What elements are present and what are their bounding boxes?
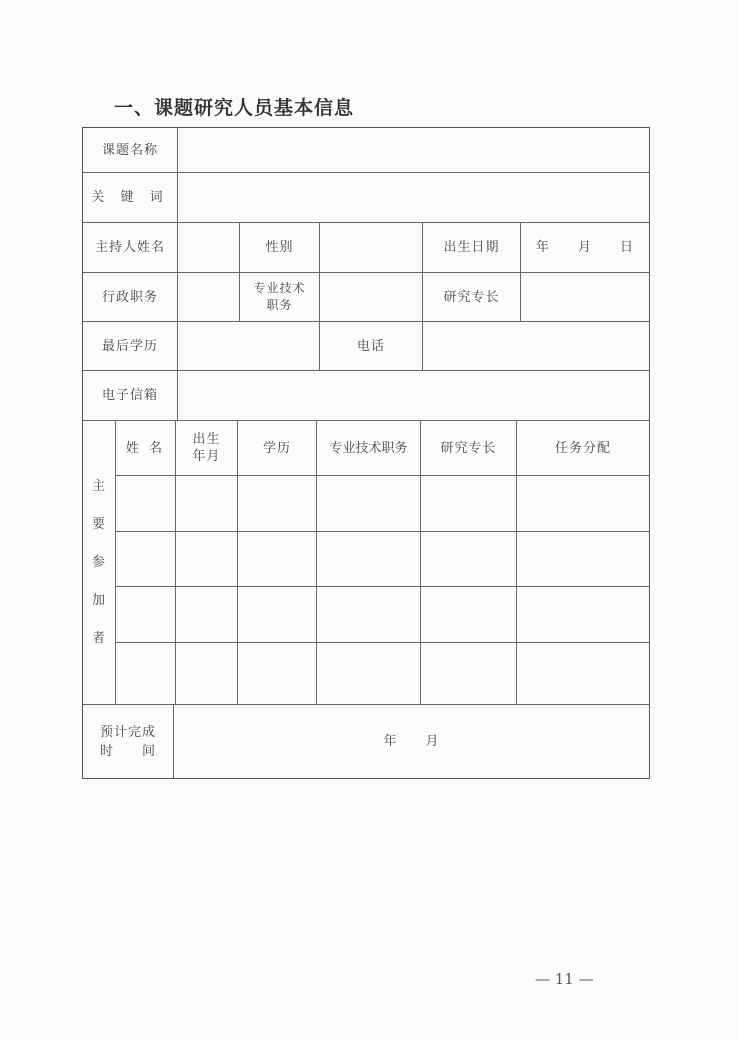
row-divider <box>115 642 649 643</box>
research-specialty-label: 研究专长 <box>443 289 500 305</box>
page-number: — 11 — <box>535 970 594 988</box>
topic-name-field[interactable] <box>178 128 649 172</box>
tech-title-field[interactable] <box>320 273 422 321</box>
participant-tech-title-header: 专业技术职务 <box>329 440 408 456</box>
topic-name-label: 课题名称 <box>101 142 158 158</box>
email-field[interactable] <box>178 371 649 420</box>
email-label: 电子信箱 <box>101 388 158 403</box>
host-name-label: 主持人姓名 <box>94 240 165 255</box>
section-title: 一、课题研究人员基本信息 <box>114 97 355 119</box>
keywords-field[interactable] <box>178 173 649 222</box>
participants-group-label: 主 要 参 加 者 <box>91 479 106 646</box>
row-divider <box>115 531 649 532</box>
research-specialty-field[interactable] <box>521 273 649 321</box>
birth-date-label: 出生日期 <box>443 240 500 255</box>
keywords-label: 关 键 词 <box>91 190 169 205</box>
researcher-info-table <box>82 127 650 779</box>
education-label: 最后学历 <box>101 338 158 354</box>
gender-field[interactable] <box>320 223 422 272</box>
phone-label: 电话 <box>356 338 385 354</box>
birth-date-field[interactable]: 年 月 日 <box>535 240 634 255</box>
admin-position-label: 行政职务 <box>101 289 158 305</box>
row-divider <box>115 586 649 587</box>
phone-field[interactable] <box>423 322 649 370</box>
participant-specialty-header: 研究专长 <box>440 440 497 456</box>
participant-birth-header: 出生 年月 <box>192 432 221 464</box>
admin-position-field[interactable] <box>178 273 239 321</box>
host-name-field[interactable] <box>178 223 239 272</box>
participant-education-header: 学历 <box>262 440 291 456</box>
gender-label: 性别 <box>265 240 294 255</box>
row-divider <box>115 475 649 476</box>
participant-name-header: 姓 名 <box>125 440 166 456</box>
completion-field[interactable]: 年 月 <box>383 734 440 749</box>
participant-task-header: 任务分配 <box>554 440 611 456</box>
tech-title-label: 专业技术 职务 <box>253 281 306 312</box>
education-field[interactable] <box>178 322 319 370</box>
completion-label: 预计完成 时 间 <box>99 724 156 759</box>
